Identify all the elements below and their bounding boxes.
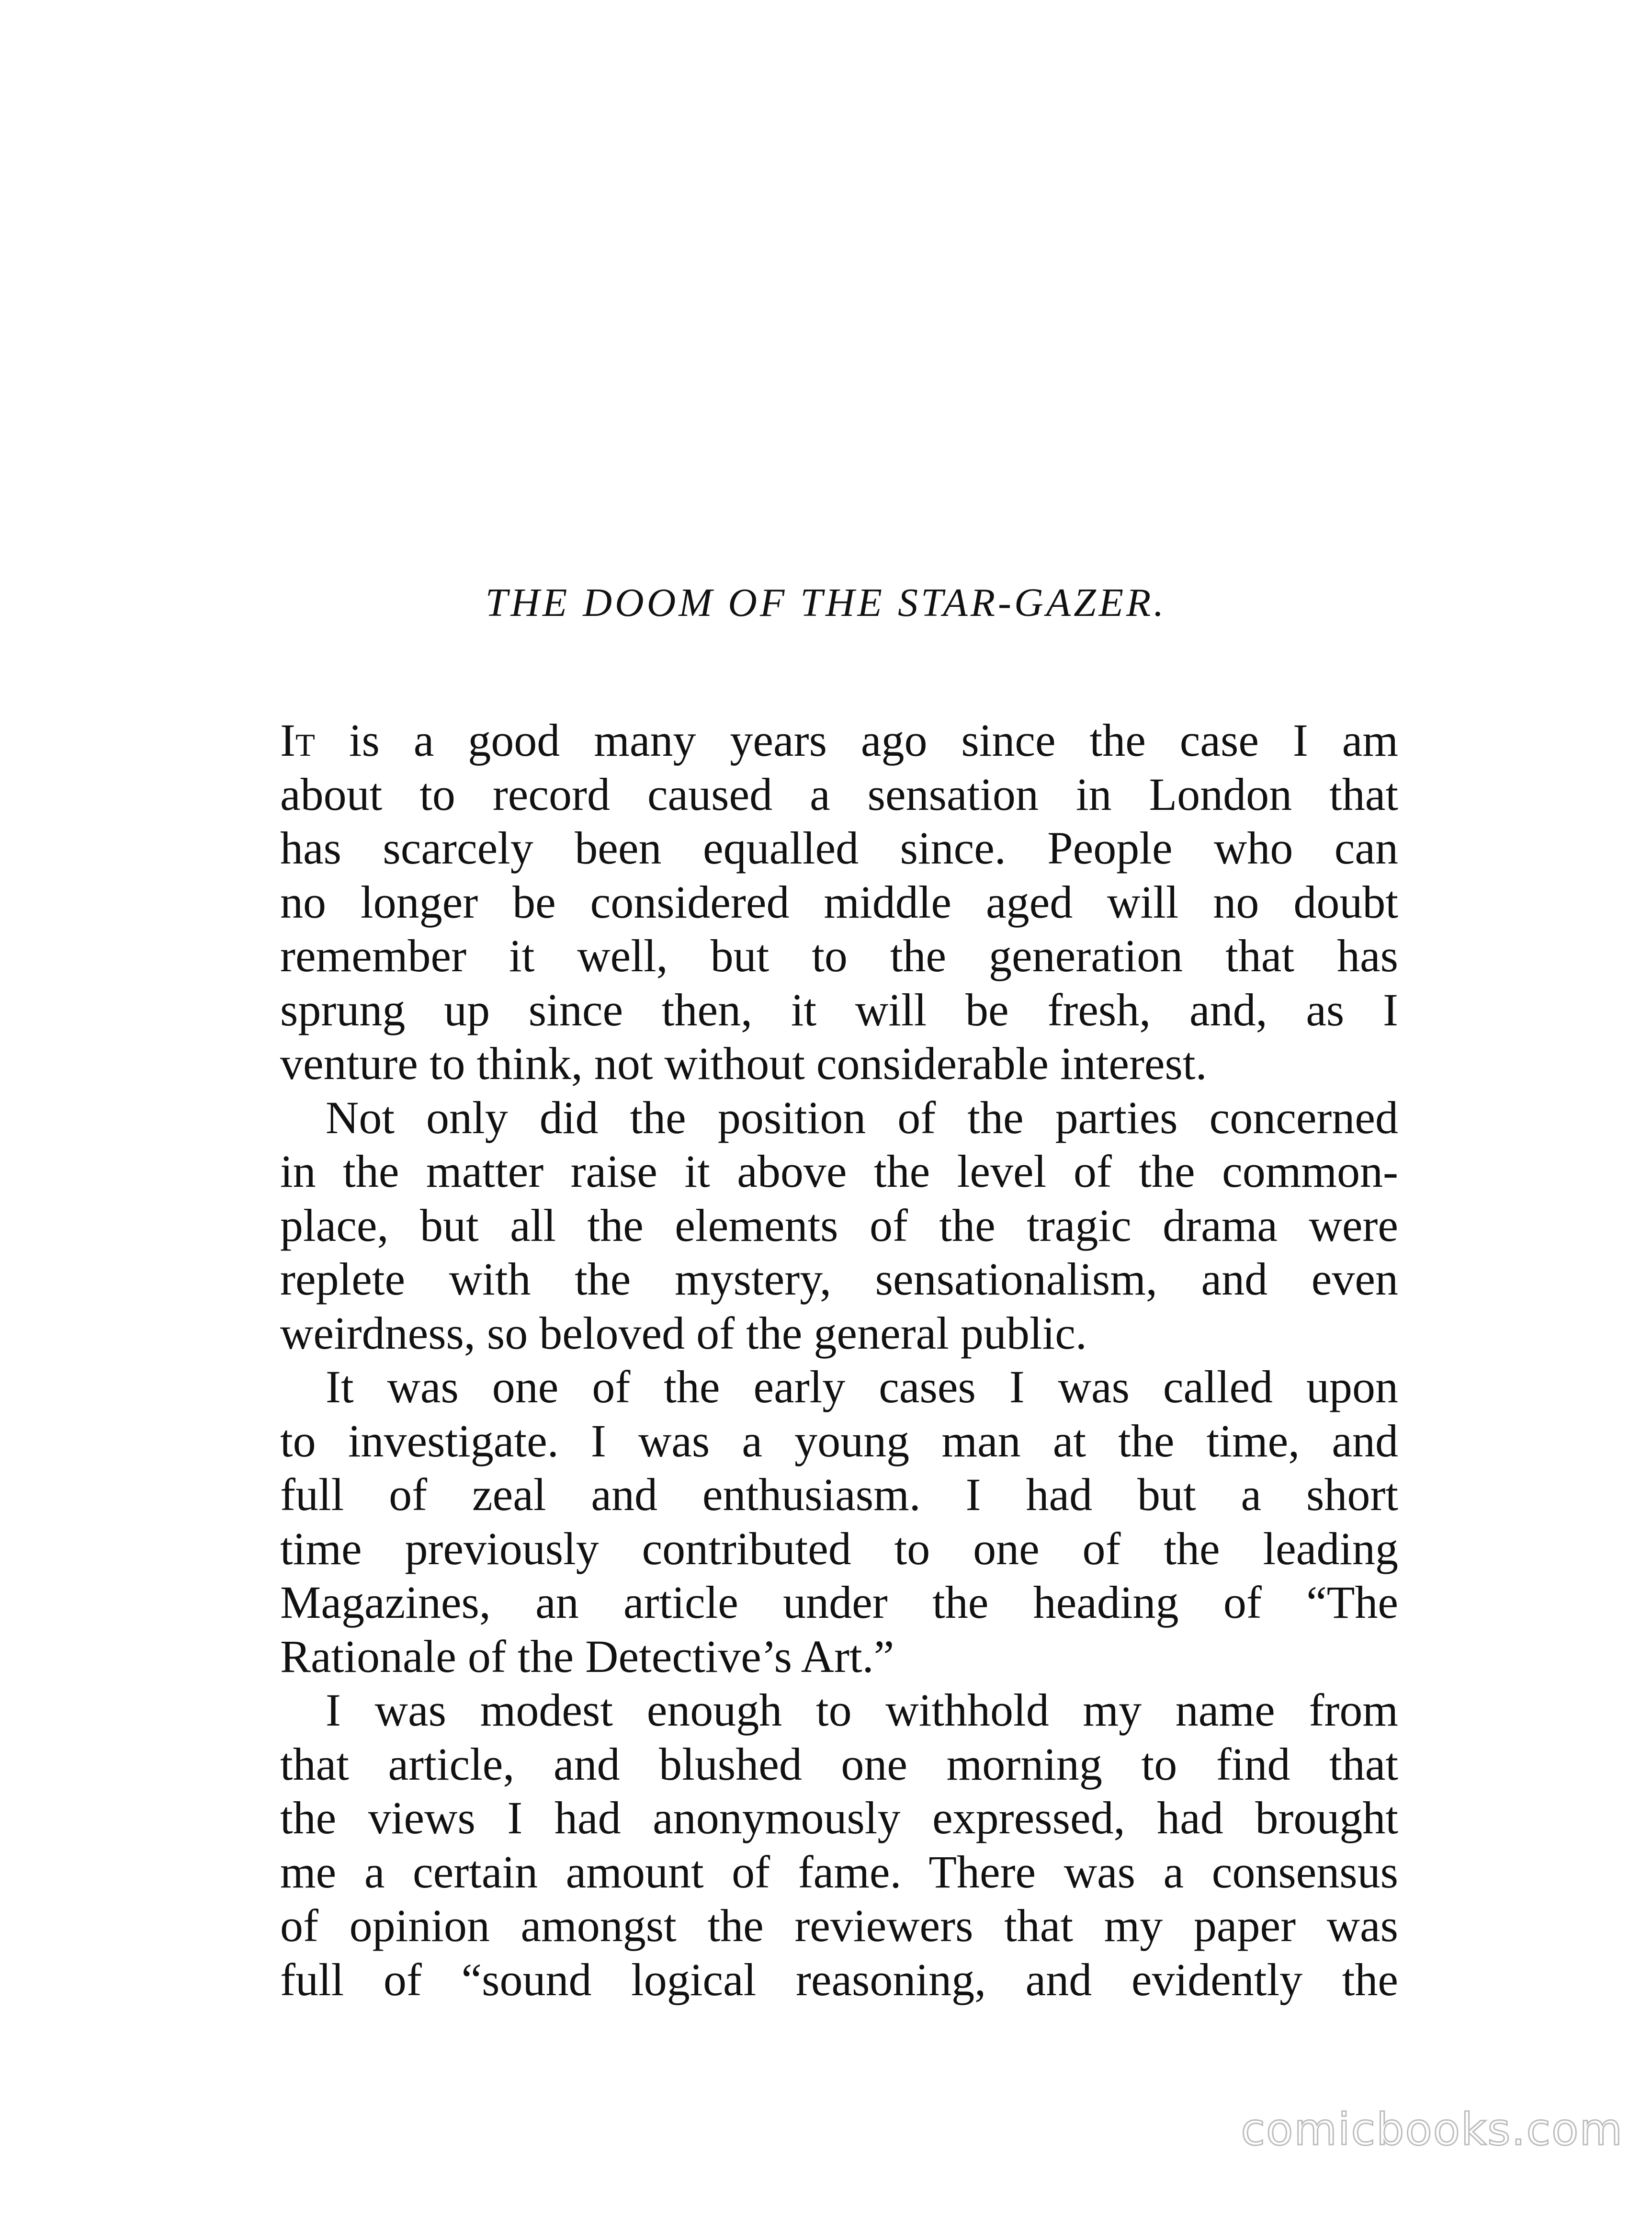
text-line: weirdness, so beloved of the general public. [280, 1307, 1087, 1359]
body-text [280, 714, 1398, 2007]
text-line: in the matter raise it above the level of the common- [280, 1146, 1398, 1197]
text-line: full of “sound logical reasoning, and evidently the [280, 1954, 1398, 2005]
line-text: is a good many years ago since the case I am [315, 715, 1398, 766]
text-line: the views I had anonymously expressed, had brought [280, 1792, 1398, 1843]
text-line: sprung up since then, it will be fresh, and, as I [280, 984, 1398, 1035]
text-line: Not only did the position of the parties concerned [326, 1091, 1398, 1143]
text-line: to investigate. I was a young man at the time, and [280, 1415, 1398, 1466]
text-line: has scarcely been equalled since. People who can [280, 822, 1398, 874]
text-line: Rationale of the Detective’s Art.” [280, 1630, 894, 1682]
text-line: venture to think, not without considerable interest. [280, 1038, 1207, 1089]
chapter-title: THE DOOM OF THE STAR-GAZER. [485, 580, 1167, 625]
text-line: of opinion amongst the reviewers that my paper was [280, 1900, 1398, 1951]
text-line: me a certain amount of fame. There was a consensus [280, 1846, 1398, 1897]
text-line: Magazines, an article under the heading of “The [280, 1577, 1398, 1628]
watermark: comicbooks.com [1241, 2104, 1623, 2155]
text-line: full of zeal and enthusiasm. I had but a short [280, 1469, 1398, 1520]
text-line: replete with the mystery, sensationalism, and even [280, 1253, 1398, 1305]
text-line [280, 714, 1398, 768]
text-line: that article, and blushed one morning to find that [280, 1738, 1398, 1790]
text-line: no longer be considered middle aged will no doubt [280, 876, 1398, 928]
text-line: remember it well, but to the generation that has [280, 930, 1398, 981]
text-line: It was one of the early cases I was called upon [326, 1361, 1398, 1412]
text-line: place, but all the elements of the tragic drama were [280, 1199, 1398, 1251]
text-line: I was modest enough to withhold my name from [326, 1684, 1398, 1736]
text-line: time previously contributed to one of the leading [280, 1523, 1398, 1574]
text-line: about to record caused a sensation in London that [280, 768, 1398, 820]
opening-small-caps: It [280, 715, 315, 766]
